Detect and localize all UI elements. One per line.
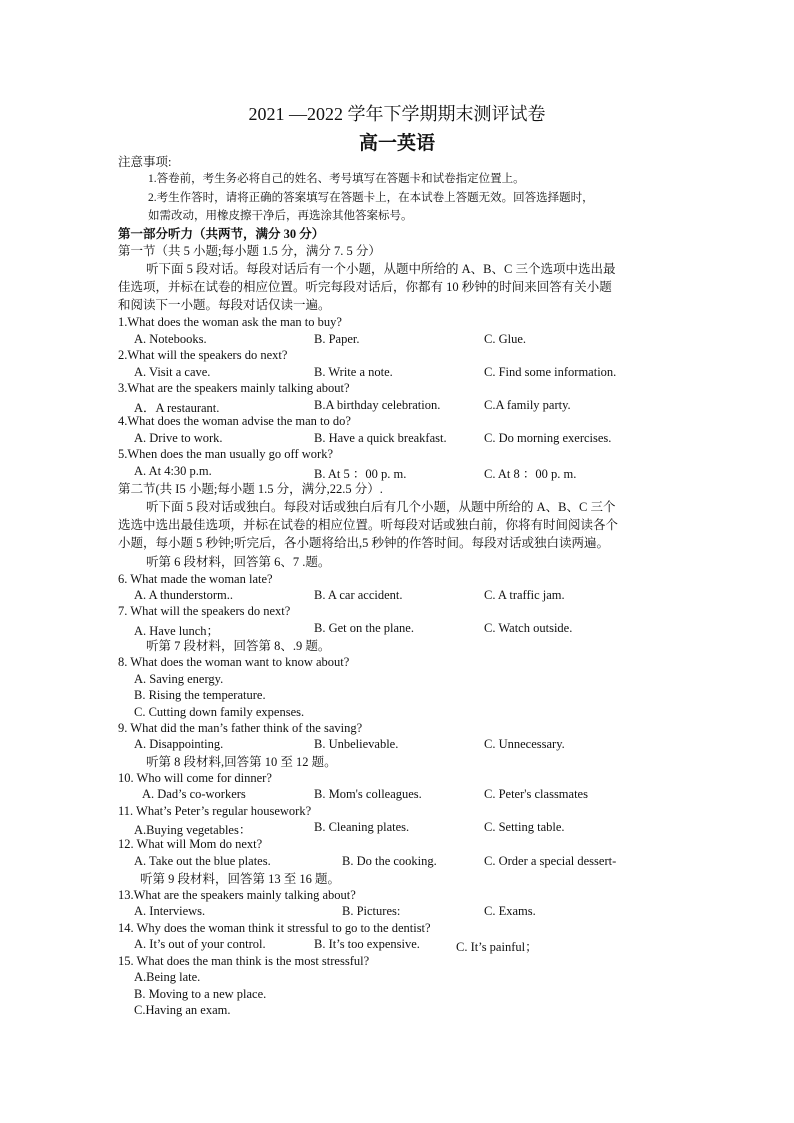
q14-option-b: B. It’s too expensive.	[314, 937, 420, 951]
question-14: 14. Why does the woman think it stressful to go to the dentist?	[118, 921, 431, 935]
note-item-2a: 2.考生作答时，请将正确的答案填写在答题卡上，在本试卷上答题无效。回答选择题时，	[148, 192, 594, 204]
q9-option-c: C. Unnecessary.	[484, 737, 565, 751]
section2-instruction-1: 听下面 5 段对话或独白。每段对话或独白后有几个小题，从题中所给的 A、B、C 三个	[146, 500, 616, 514]
q5-option-b: B. At 5 ：00 p. m.	[314, 467, 407, 481]
q15-option-a: A.Being late.	[134, 970, 201, 984]
q8-option-c: C. Cutting down family expenses.	[134, 705, 305, 719]
note-item-1: 1.答卷前，考生务必将自己的姓名、考号填写在答题卡和试卷指定位置上。	[148, 173, 525, 185]
q3-option-a: A．A restaurant.	[134, 401, 220, 415]
q7-option-b: B. Get on the plane.	[314, 621, 414, 635]
q10-option-c: C. Peter's classmates	[484, 787, 588, 801]
question-15: 15. What does the man think is the most stressful?	[118, 954, 370, 968]
material-8-instruction: 听第 8 段材料,回答第 10 至 12 题。	[146, 755, 337, 769]
q8-option-b: B. Rising the temperature.	[134, 688, 266, 702]
note-item-2b: 如需改动，用橡皮擦干净后，再选涂其他答案标号。	[148, 210, 413, 222]
q11-option-c: C. Setting table.	[484, 820, 565, 834]
q2-option-b: B. Write a note.	[314, 365, 393, 379]
notes-heading: 注意事项:	[118, 155, 172, 169]
exam-title: 2021 —2022 学年下学期期末测评试卷	[248, 104, 546, 124]
q15-option-b: B. Moving to a new place.	[134, 987, 267, 1001]
q9-option-b: B. Unbelievable.	[314, 737, 399, 751]
q2-option-a: A. Visit a cave.	[134, 365, 211, 379]
q7-option-c: C. Watch outside.	[484, 621, 573, 635]
question-4: 4.What does the woman advise the man to do?	[118, 414, 351, 428]
q14-option-a: A. It’s out of your control.	[134, 937, 266, 951]
q1-option-c: C. Glue.	[484, 332, 527, 346]
material-7-instruction: 听第 7 段材料，回答第 8、.9 题。	[146, 639, 331, 653]
q1-option-a: A. Notebooks.	[134, 332, 207, 346]
material-6-instruction: 听第 6 段材料，回答第 6、7 .题。	[146, 555, 331, 569]
q3-option-b: B.A birthday celebration.	[314, 398, 441, 412]
material-9-instruction: 听第 9 段材料，回答第 13 至 16 题。	[140, 872, 341, 886]
section2-heading: 第二节(共 I5 小题;每小题 1.5 分，满分,22.5 分）.	[118, 482, 383, 496]
question-8: 8. What does the woman want to know about?	[118, 655, 350, 669]
q12-option-b: B. Do the cooking.	[342, 854, 437, 868]
section1-instruction-2: 佳选项，并标在试卷的相应位置。听完每段对话后，你都有 10 秒钟的时间来回答有关小题	[118, 280, 612, 294]
q15-option-c: C.Having an exam.	[134, 1003, 231, 1017]
question-10: 10. Who will come for dinner?	[118, 771, 272, 785]
q8-option-a: A. Saving energy.	[134, 672, 224, 686]
q4-option-c: C. Do morning exercises.	[484, 431, 612, 445]
exam-subtitle: 高一英语	[358, 133, 435, 154]
q4-option-a: A. Drive to work.	[134, 431, 223, 445]
question-1: 1.What does the woman ask the man to buy?	[118, 315, 342, 329]
question-11: 11. What’s Peter’s regular housework?	[118, 804, 312, 818]
question-5: 5.When does the man usually go off work?	[118, 447, 333, 461]
q1-option-b: B. Paper.	[314, 332, 360, 346]
q7-option-a: A. Have lunch；	[134, 624, 220, 638]
q12-option-c: C. Order a special dessert-	[484, 854, 617, 868]
q13-option-a: A. Interviews.	[134, 904, 206, 918]
q6-option-c: C. A traffic jam.	[484, 588, 565, 602]
question-7: 7. What will the speakers do next?	[118, 604, 291, 618]
section2-instruction-3: 小题，每小题 5 秒钟;听完后，各小题将给出,5 秒钟的作答时间。每段对话或独白读两遍。	[118, 536, 609, 550]
q6-option-b: B. A car accident.	[314, 588, 403, 602]
q10-option-a: A. Dad’s co-workers	[142, 787, 246, 801]
q11-option-b: B. Cleaning plates.	[314, 820, 410, 834]
section1-instruction-1: 听下面 5 段对话。每段对话后有一个小题，从题中所给的 A、B、C 三个选项中选出最	[146, 262, 616, 276]
q10-option-b: B. Mom's colleagues.	[314, 787, 422, 801]
q11-option-a: A.Buying vegetables：	[134, 823, 252, 837]
q13-option-c: C. Exams.	[484, 904, 536, 918]
section1-heading: 第一节（共 5 小题;每小题 1.5 分，满分 7. 5 分）	[118, 244, 381, 258]
q3-option-c: C.A family party.	[484, 398, 571, 412]
q14-option-c: C. It’s painful；	[456, 940, 538, 954]
q9-option-a: A. Disappointing.	[134, 737, 224, 751]
q2-option-c: C. Find some information.	[484, 365, 617, 379]
section1-instruction-3: 和阅读下一小题。每段对话仅读一遍。	[118, 298, 331, 312]
question-13: 13.What are the speakers mainly talking about?	[118, 888, 356, 902]
question-9: 9. What did the man’s father think of the saving?	[118, 721, 363, 735]
question-12: 12. What will Mom do next?	[118, 837, 263, 851]
q6-option-a: A. A thunderstorm..	[134, 588, 233, 602]
question-6: 6. What made the woman late?	[118, 572, 273, 586]
section2-instruction-2: 选选中选出最佳选项，并标在试卷的相应位置。听每段对话或独白前，你将有时间阅读各个	[118, 518, 619, 532]
q13-option-b: B. Pictures:	[342, 904, 401, 918]
q4-option-b: B. Have a quick breakfast.	[314, 431, 447, 445]
q5-option-c: C. At 8 ：00 p. m.	[484, 467, 577, 481]
question-3: 3.What are the speakers mainly talking about?	[118, 381, 350, 395]
question-2: 2.What will the speakers do next?	[118, 348, 288, 362]
q5-option-a: A. At 4:30 p.m.	[134, 464, 212, 478]
q12-option-a: A. Take out the blue plates.	[134, 854, 271, 868]
part1-heading: 第一部分听力（共两节，满分 30 分）	[118, 227, 325, 241]
